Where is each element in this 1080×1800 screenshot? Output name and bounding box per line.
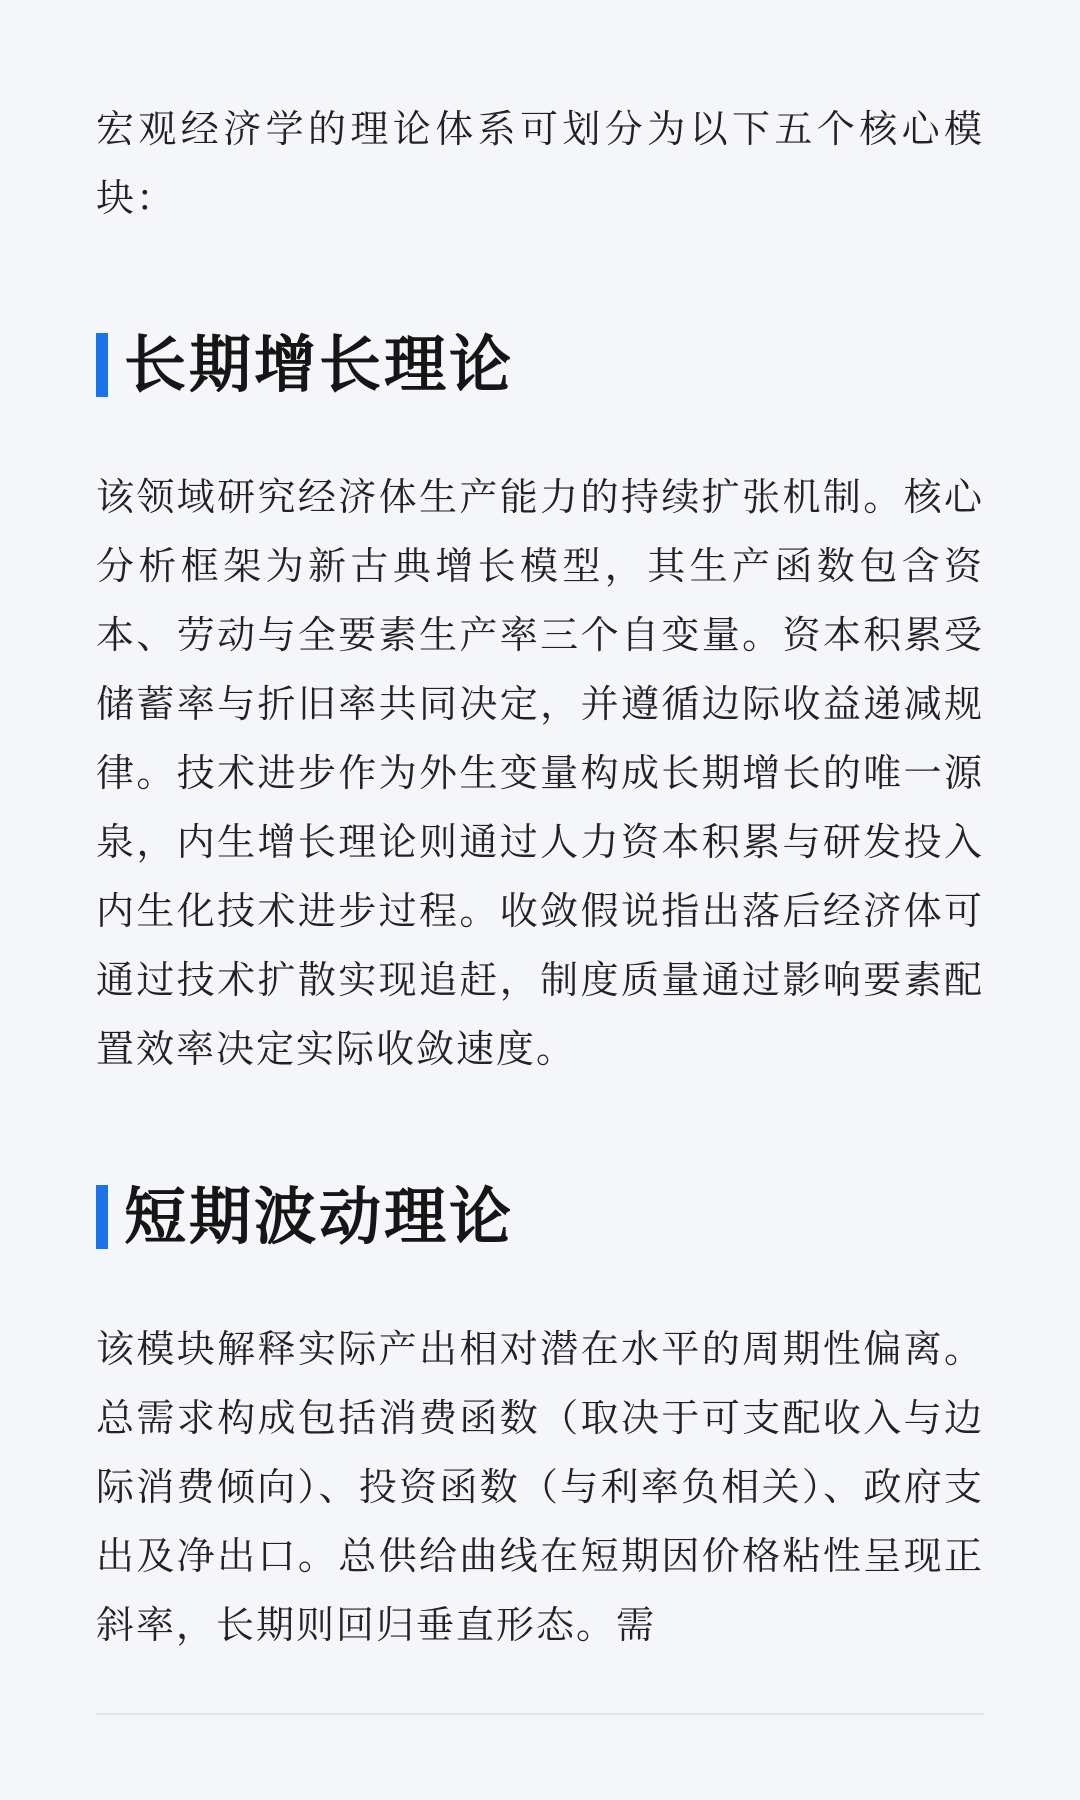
section-body-long-term-growth: 该领域研究经济体生产能力的持续扩张机制。核心分析框架为新古典增长模型，其生产函数包含资本、劳动与全要素生产率三个自变量。资本积累受储蓄率与折旧率共同决定，并遵循边际收益递减规律。技术进步作为外生变量构成长期增长的唯一源泉，内生增长理论则通过人力资本积累与研发投入内生化技术进步过程。收敛假说指出落后经济体可通过技术扩散实现追赶，制度质量通过影响要素配置效率决定实际收敛速度。 <box>96 475 984 1071</box>
section-body-short-term-fluctuation: 该模块解释实际产出相对潜在水平的周期性偏离。总需求构成包括消费函数（取决于可支配收入与边际消费倾向）、投资函数（与利率负相关）、政府支出及净出口。总供给曲线在短期因价格粘性呈现正斜率，长期则回归垂直形态。需 <box>96 1327 984 1647</box>
section-title: 长期增长理论 <box>124 328 515 401</box>
section-title: 短期波动理论 <box>124 1180 515 1253</box>
heading-accent-bar <box>96 333 108 397</box>
intro-paragraph: 宏观经济学的理论体系可划分为以下五个核心模块： <box>96 107 984 220</box>
heading-accent-bar <box>96 1185 108 1249</box>
section-heading-long-term-growth <box>96 325 514 405</box>
section-heading-short-term-fluctuation <box>96 1177 514 1257</box>
divider <box>96 1713 984 1715</box>
